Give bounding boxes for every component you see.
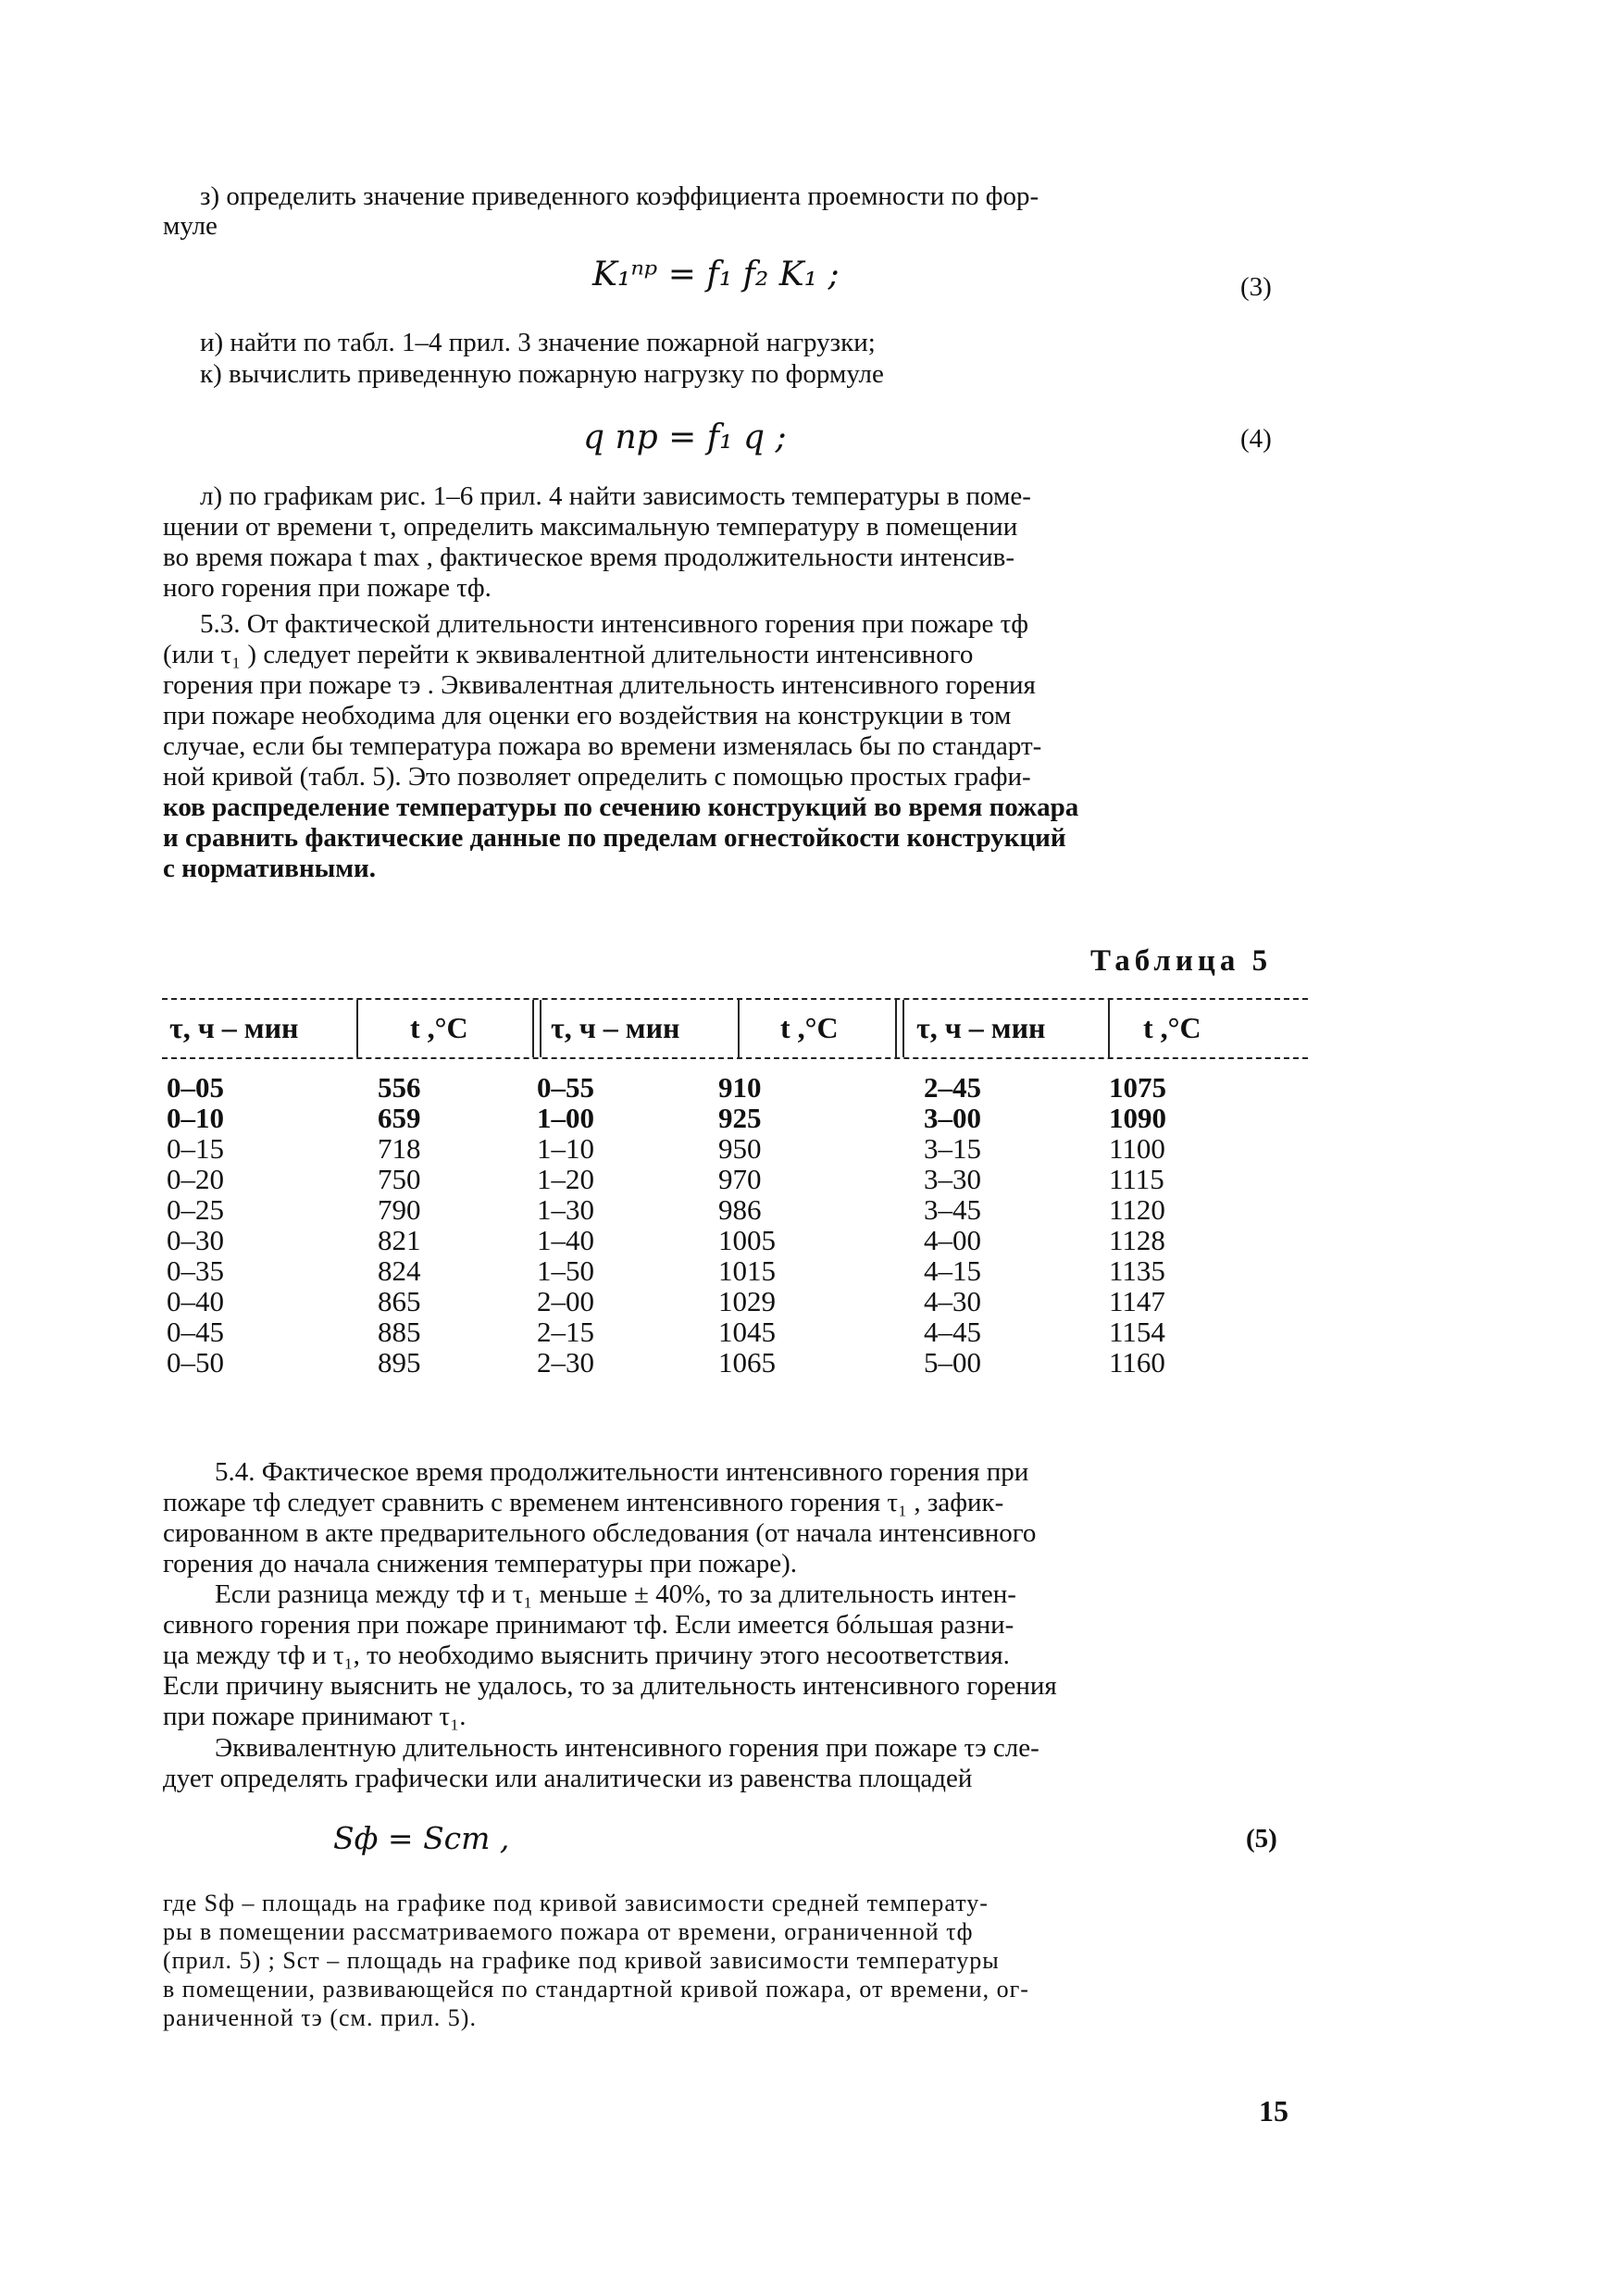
legend-line: ры в помещении рассматриваемого пожара от времени, ограниченной τф <box>163 1918 974 1945</box>
table-cell: 750 <box>378 1163 421 1195</box>
formula-5-number: (5) <box>1246 1824 1277 1853</box>
item-l-line: во время пожара t max , фактическое время продолжительности интенсив- <box>163 543 1014 572</box>
table-cell: 0–25 <box>167 1193 224 1226</box>
table-header-cell: τ, ч – мин <box>551 1011 680 1044</box>
table-cell: 4–15 <box>924 1254 981 1287</box>
formula-4-number: (4) <box>1240 424 1272 454</box>
para3-line: Эквивалентную длительность интенсивного горения при пожаре τэ сле- <box>215 1733 1039 1763</box>
table-cell: 1005 <box>718 1224 776 1256</box>
table-cell: 1045 <box>718 1316 776 1348</box>
table-cell: 925 <box>718 1102 762 1134</box>
table-col-time-1 <box>167 1072 224 1378</box>
table-cell: 1015 <box>718 1254 776 1287</box>
table-header-cell: t ,°C <box>410 1011 468 1044</box>
table-cell: 1075 <box>1109 1071 1166 1104</box>
formula-3-number: (3) <box>1240 272 1272 302</box>
table-cell: 0–55 <box>537 1071 594 1104</box>
table-cell: 950 <box>718 1132 762 1165</box>
table-cell: 0–50 <box>167 1346 224 1379</box>
section-5-4-para2 <box>163 1579 1057 1732</box>
para2-line: ца между τф и τ₁, то необходимо выяснить причину этого несоответствия. <box>163 1641 1010 1670</box>
table-cell: 1135 <box>1109 1254 1165 1287</box>
table-cell: 1160 <box>1109 1346 1165 1379</box>
section-5-3-line: (или τ₁ ) следует перейти к эквивалентной длительности интенсивного <box>163 640 974 669</box>
table-cell: 1–40 <box>537 1224 594 1256</box>
table-cell: 0–45 <box>167 1316 224 1348</box>
table-header <box>162 998 1308 1059</box>
section-5-3-line: случае, если бы температура пожара во времени изменялась бы по стандарт- <box>163 731 1042 761</box>
section-5-3-line: с нормативными. <box>163 854 377 883</box>
table-cell: 4–45 <box>924 1316 981 1348</box>
table-cell: 718 <box>378 1132 421 1165</box>
table-cell: 865 <box>378 1285 421 1317</box>
table-cell: 895 <box>378 1346 421 1379</box>
table-divider <box>738 1000 740 1057</box>
item-z-line1: з) определить значение приведенного коэффициента проемности по фор- <box>200 181 1039 211</box>
table-cell: 1–10 <box>537 1132 594 1165</box>
table-cell: 0–05 <box>167 1071 224 1104</box>
table-cell: 2–30 <box>537 1346 594 1379</box>
table-col-temp-3 <box>1109 1072 1166 1378</box>
legend-line: где Sф – площадь на графике под кривой зависимости средней температу- <box>163 1890 989 1916</box>
section-5-3-line: ной кривой (табл. 5). Это позволяет определить с помощью простых графи- <box>163 762 1031 792</box>
table-cell: 1154 <box>1109 1316 1165 1348</box>
para2-line: при пожаре принимают τ₁. <box>163 1702 467 1731</box>
table-header-cell: τ, ч – мин <box>916 1011 1046 1044</box>
section-5-4-line: горения до начала снижения температуры при пожаре). <box>163 1549 797 1578</box>
section-5-4-line: 5.4. Фактическое время продолжительности интенсивного горения при <box>215 1457 1029 1487</box>
table-cell: 1120 <box>1109 1193 1165 1226</box>
table-cell: 3–45 <box>924 1193 981 1226</box>
table-cell: 556 <box>378 1071 421 1104</box>
table-cell: 3–30 <box>924 1163 981 1195</box>
table-divider <box>356 1000 358 1057</box>
formula-5-legend <box>163 1889 1029 2032</box>
table-cell: 1128 <box>1109 1224 1165 1256</box>
table-cell: 5–00 <box>924 1346 981 1379</box>
table-col-time-3 <box>924 1072 981 1378</box>
table-divider <box>532 1000 534 1057</box>
item-z-line2: муле <box>163 211 218 241</box>
para3-line: дует определять графически или аналитически из равенства площадей <box>163 1764 973 1793</box>
table-cell: 2–00 <box>537 1285 594 1317</box>
item-l-line: щении от времени τ, определить максимальную температуру в помещении <box>163 512 1018 542</box>
table-divider <box>902 1000 904 1057</box>
table-cell: 1–30 <box>537 1193 594 1226</box>
section-5-4-para3 <box>163 1733 1039 1794</box>
table-cell: 885 <box>378 1316 421 1348</box>
table-cell: 1–20 <box>537 1163 594 1195</box>
section-5-4-line: пожаре τф следует сравнить с временем интенсивного горения τ₁ , зафик- <box>163 1488 1004 1517</box>
table-divider <box>1108 1000 1110 1057</box>
para2-line: Если причину выяснить не удалось, то за длительность интенсивного горения <box>163 1671 1057 1701</box>
item-l-line: ного горения при пожаре τф. <box>163 573 492 603</box>
item-l-paragraph <box>163 481 1031 604</box>
table-cell: 790 <box>378 1193 421 1226</box>
legend-line: раниченной τэ (см. прил. 5). <box>163 2004 477 2031</box>
table-cell: 1–50 <box>537 1254 594 1287</box>
table-title: Таблица 5 <box>1090 944 1273 978</box>
section-5-4-line: сированном в акте предварительного обследования (от начала интенсивного <box>163 1518 1037 1548</box>
para2-line: сивного горения при пожаре принимают τф. Если имеется бóльшая разни- <box>163 1610 1014 1640</box>
item-k: к) вычислить приведенную пожарную нагрузку по формуле <box>200 359 884 389</box>
table-cell: 3–15 <box>924 1132 981 1165</box>
table-cell: 1090 <box>1109 1102 1166 1134</box>
table-cell: 0–35 <box>167 1254 224 1287</box>
table-cell: 1–00 <box>537 1102 594 1134</box>
table-cell: 910 <box>718 1071 762 1104</box>
section-5-4 <box>163 1457 1036 1579</box>
table-cell: 2–15 <box>537 1316 594 1348</box>
table-cell: 970 <box>718 1163 762 1195</box>
item-l-line: л) по графикам рис. 1–6 прил. 4 найти зависимость температуры в поме- <box>200 481 1031 511</box>
table-cell: 0–40 <box>167 1285 224 1317</box>
legend-line: (прил. 5) ; Sст – площадь на графике под кривой зависимости температуры <box>163 1947 1000 1974</box>
table-cell: 1115 <box>1109 1163 1164 1195</box>
table-col-temp-2 <box>718 1072 776 1378</box>
formula-3: K₁ⁿᵖ = f₁ f₂ K₁ ; <box>592 256 840 293</box>
table-header-cell: t ,°C <box>1143 1011 1201 1044</box>
table-cell: 0–20 <box>167 1163 224 1195</box>
table-cell: 1029 <box>718 1285 776 1317</box>
section-5-3-line: 5.3. От фактической длительности интенсивного горения при пожаре τф <box>200 609 1029 639</box>
legend-line: в помещении, развивающейся по стандартной кривой пожара, от времени, ог- <box>163 1976 1029 2003</box>
table-cell: 0–15 <box>167 1132 224 1165</box>
table-cell: 4–00 <box>924 1224 981 1256</box>
table-cell: 1065 <box>718 1346 776 1379</box>
formula-5: Sф = Sст , <box>333 1820 510 1856</box>
table-cell: 4–30 <box>924 1285 981 1317</box>
formula-4: q пр = f₁ q ; <box>583 418 787 456</box>
table-col-time-2 <box>537 1072 594 1378</box>
table-col-temp-1 <box>378 1072 421 1378</box>
page-number: 15 <box>1259 2094 1288 2128</box>
table-divider <box>895 1000 897 1057</box>
section-5-3 <box>163 609 1078 884</box>
table-cell: 1100 <box>1109 1132 1165 1165</box>
table-cell: 824 <box>378 1254 421 1287</box>
section-5-3-line: при пожаре необходима для оценки его воздействия на конструкции в том <box>163 701 1012 730</box>
table-cell: 986 <box>718 1193 762 1226</box>
table-cell: 821 <box>378 1224 421 1256</box>
item-i: и) найти по табл. 1–4 прил. 3 значение пожарной нагрузки; <box>200 328 876 357</box>
table-cell: 3–00 <box>924 1102 981 1134</box>
table-cell: 2–45 <box>924 1071 981 1104</box>
para2-line: Если разница между τф и τ₁ меньше ± 40%, то за длительность интен- <box>215 1579 1016 1609</box>
table-cell: 659 <box>378 1102 421 1134</box>
table-cell: 0–10 <box>167 1102 224 1134</box>
table-cell: 1147 <box>1109 1285 1165 1317</box>
section-5-3-line: ков распределение температуры по сечению конструкций во время пожара <box>163 792 1079 822</box>
section-5-3-line: и сравнить фактические данные по пределам огнестойкости конструкций <box>163 823 1066 853</box>
table-divider <box>540 1000 541 1057</box>
table-cell: 0–30 <box>167 1224 224 1256</box>
section-5-3-line: горения при пожаре τэ . Эквивалентная длительность интенсивного горения <box>163 670 1036 700</box>
table-header-cell: τ, ч – мин <box>169 1011 299 1044</box>
table-header-cell: t ,°C <box>780 1011 839 1044</box>
